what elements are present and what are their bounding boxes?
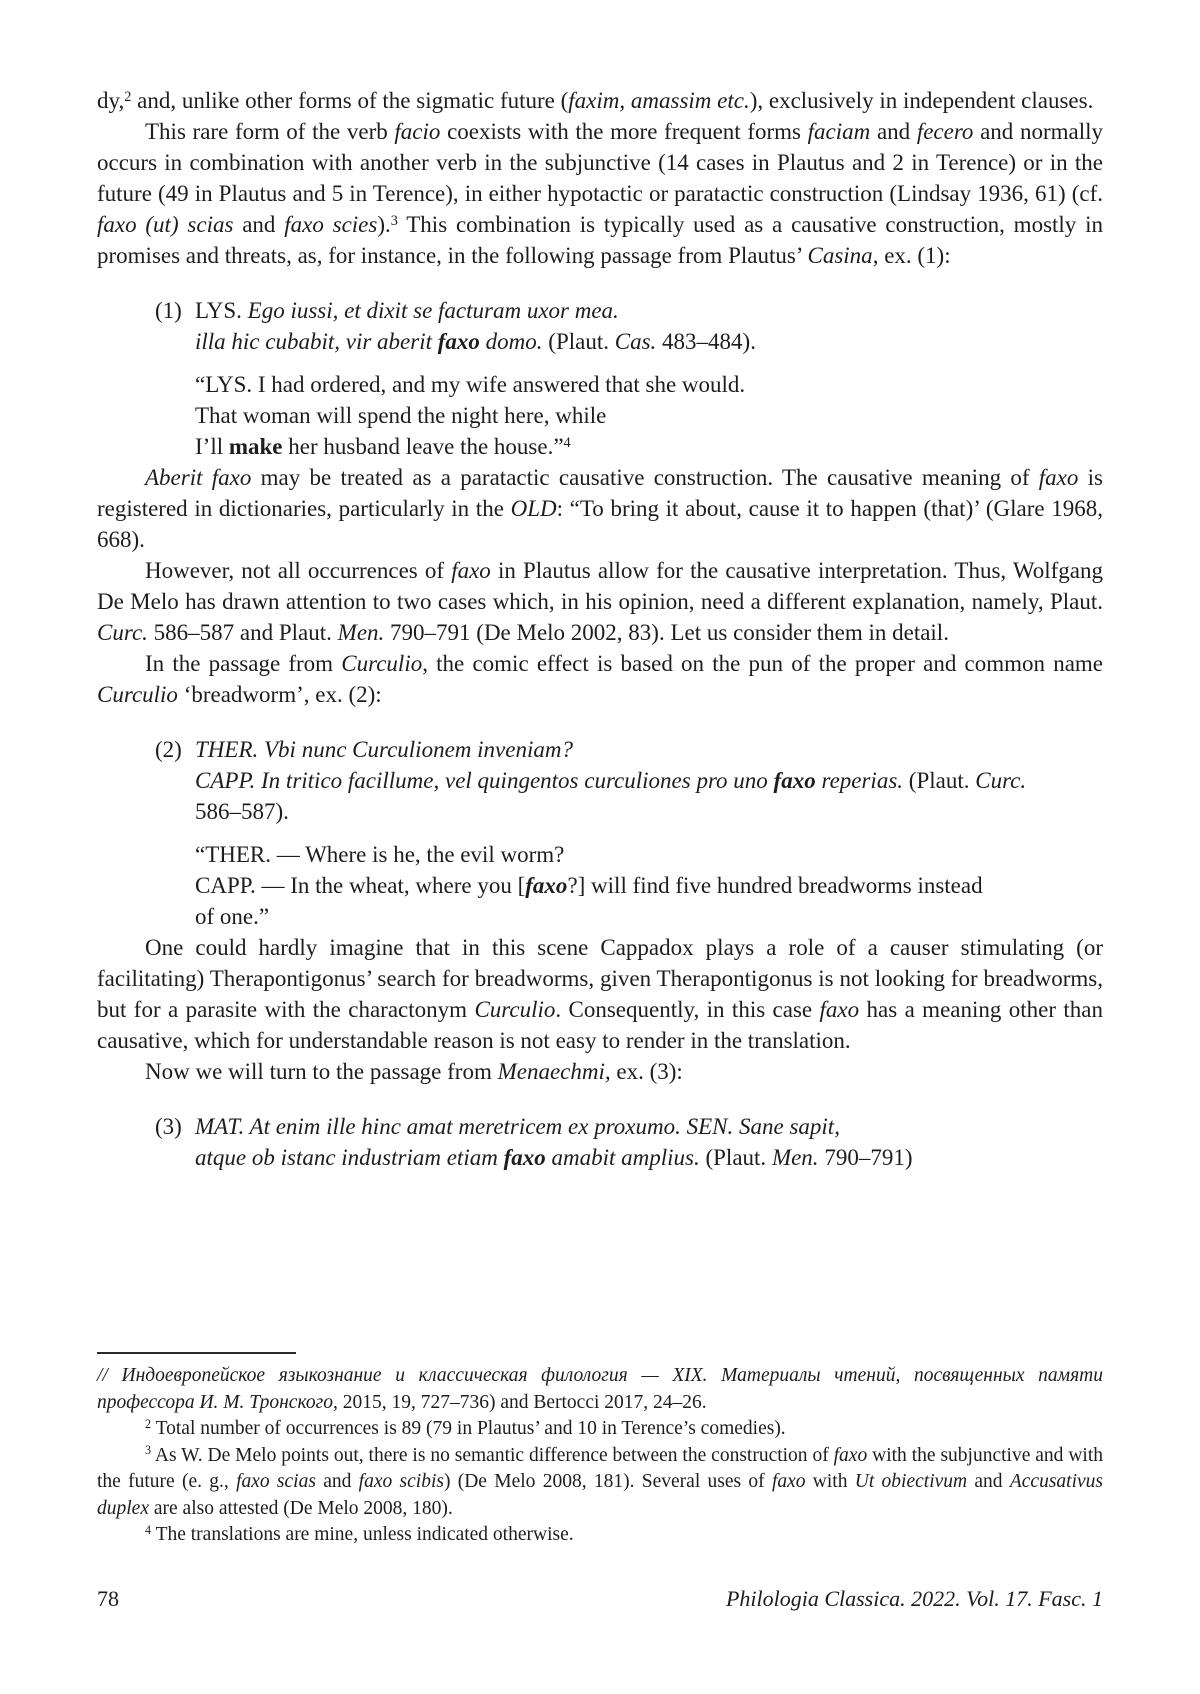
example-1-number: (1)	[155, 298, 182, 323]
paragraph-curculio-pun: In the passage from Curculio, the comic effect is based on the pun of the proper and common name Curculio ‘breadworm’, ex. (2):	[97, 651, 1104, 707]
example-3-latin	[155, 1111, 1103, 1173]
paragraph-however: However, not all occurrences of faxo in Plautus allow for the causative interpretation. Thus, Wolfgang De Melo has drawn attention to two cases which, in his opinion, need a different explanation, namely, Plaut. Curc. 586–587 and Plaut. Men. 790–791 (De Melo 2002, 83). Let us consider them in detail.	[97, 558, 1103, 645]
article-body	[97, 85, 1103, 1173]
page-number: 78	[97, 1586, 119, 1611]
example-1-translation	[195, 369, 1103, 462]
paragraph-now-we-turn: Now we will turn to the passage from Menaechmi, ex. (3):	[145, 1059, 683, 1084]
footnote-section	[97, 1352, 1103, 1549]
translation-1-line-2: That woman will spend the night here, while	[195, 403, 607, 428]
page-footer	[97, 1585, 1103, 1613]
example-1-line-2: illa hic cubabit, vir aberit faxo domo. (Plaut. Cas. 483–484).	[195, 329, 756, 354]
example-2-latin	[155, 734, 1103, 827]
example-3-line-1	[155, 1111, 1103, 1142]
footnote-3: $^3$ As W. De Melo points out, there is no semantic difference between the construction of faxo with the subjunctive and with the future (e. g., faxo scias and faxo scibis) (De Melo 2008, 181). Several uses of faxo with Ut obiectivum and Accusativus duplex are also attested (De Melo 2008, 180).	[97, 1443, 1103, 1519]
example-3-number: (3)	[155, 1114, 182, 1139]
paragraph-continuation: dy,$^2$ and, unlike other forms of the sigmatic future (faxim, amassim etc.), exclusively in independent clauses.	[97, 88, 1094, 113]
example-3-text-1: MAT. At enim ille hinc amat meretricem ex proxumo. SEN. Sane sapit,	[195, 1114, 840, 1139]
example-1-text-1: LYS. Ego iussi, et dixit se facturam uxor mea.	[195, 298, 619, 323]
footnote-4: $^4$ The translations are mine, unless indicated otherwise.	[145, 1522, 574, 1545]
example-2-translation	[195, 839, 1103, 932]
example-3-line-2: atque ob istanc industriam etiam faxo amabit amplius. (Plaut. Men. 790–791)	[195, 1145, 913, 1170]
example-1-line-1	[155, 295, 1103, 326]
translation-2-line-2: CAPP. — In the wheat, where you [faxo?] will find five hundred breadworms instead	[195, 873, 983, 898]
paragraph-aberit-faxo: Aberit faxo may be treated as a paratactic causative construction. The causative meaning of faxo is registered in dictionaries, particularly in the OLD: “To bring it about, cause it to happen (that)’ (Glare 1968, 668).	[97, 465, 1104, 552]
example-2-line-1	[155, 734, 1103, 765]
translation-2-line-1: “THER. — Where is he, the evil worm?	[195, 842, 565, 867]
footnote-rule	[97, 1352, 296, 1354]
example-2-number: (2)	[155, 737, 182, 762]
footnote-2: $^2$ Total number of occurrences is 89 (79 in Plautus’ and 10 in Terence’s comedies).	[145, 1416, 786, 1439]
paragraph-one-could: One could hardly imagine that in this scene Cappadox plays a role of a causer stimulating (or facilitating) Therapontigonus’ search for breadworms, given Therapontigonus is not looking for breadworms, but for a parasite with the charactonym Curculio. Consequently, in this case faxo has a meaning other than causative, which for understandable reason is not easy to render in the translation.	[97, 935, 1104, 1053]
paragraph-rare-form: This rare form of the verb facio coexists with the more frequent forms faciam and fecero and normally occurs in combination with another verb in the subjunctive (14 cases in Plautus and 2 in Terence) or in the future (49 in Plautus and 5 in Terence), in either hypotactic or paratactic construction (Lindsay 1936, 61) (cf. faxo (ut) scias and faxo scies).$^3$ This combination is typically used as a causative construction, mostly in promises and threats, as, for instance, in the following passage from Plautus’ Casina, ex. (1):	[97, 119, 1104, 268]
translation-1-line-3: I’ll make her husband leave the house.”$^4$	[195, 434, 571, 459]
footnote-continuation: // Индоевропейское языкознание и классическая филология — XIX. Материалы чтений, посвященных памяти профессора И. М. Тронского, 2015, 19, 727–736) and Bertocci 2017, 24–26.	[97, 1365, 1103, 1413]
example-2-line-3: 586–587).	[195, 799, 289, 824]
example-1-latin	[155, 295, 1103, 357]
translation-1-line-1: “LYS. I had ordered, and my wife answered that she would.	[195, 372, 746, 397]
example-2-text-1: THER. Vbi nunc Curculionem inveniam?	[195, 737, 573, 762]
journal-title-footer: Philologia Classica. 2022. Vol. 17. Fasc. 1	[725, 1586, 1103, 1611]
example-2-line-2: CAPP. In tritico facillume, vel quingentos curculiones pro uno faxo reperias. (Plaut. Curc.	[195, 768, 1027, 793]
translation-2-line-3: of one.”	[195, 904, 270, 929]
